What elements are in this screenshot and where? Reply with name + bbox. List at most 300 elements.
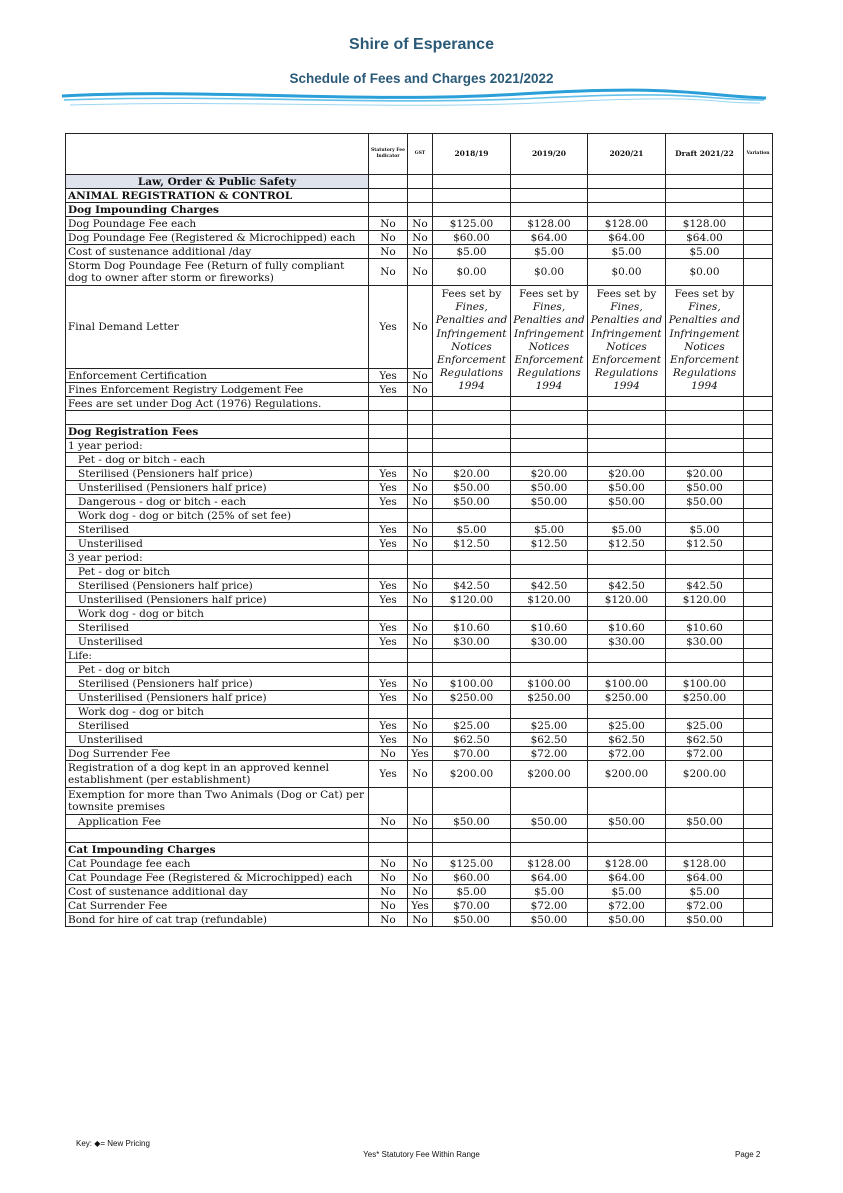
table-row — [66, 857, 773, 871]
table-cell — [744, 663, 773, 677]
table-cell: $200.00 — [511, 761, 588, 788]
table-cell — [369, 203, 408, 217]
table-cell: $128.00 — [511, 857, 588, 871]
table-cell — [588, 453, 666, 467]
table-cell: $5.00 — [511, 885, 588, 899]
table-cell: No — [408, 885, 433, 899]
table-cell: $62.50 — [433, 733, 511, 747]
table-cell — [744, 747, 773, 761]
table-cell: $62.50 — [666, 733, 744, 747]
table-cell: Yes — [369, 677, 408, 691]
table-cell: Application Fee — [66, 815, 369, 829]
table-cell: No — [408, 537, 433, 551]
table-cell: $72.00 — [511, 747, 588, 761]
table-cell: $62.50 — [511, 733, 588, 747]
table-cell — [744, 425, 773, 439]
table-cell: $10.60 — [433, 621, 511, 635]
table-cell: $50.00 — [666, 815, 744, 829]
table-cell: $5.00 — [666, 885, 744, 899]
table-cell: $50.00 — [511, 815, 588, 829]
table-cell: $5.00 — [588, 245, 666, 259]
table-cell: Enforcement Certification — [66, 369, 369, 383]
table-cell — [588, 551, 666, 565]
table-cell: Dangerous - dog or bitch - each — [66, 495, 369, 509]
fines-regulation-note: Fees set by Fines, Penalties and Infringement Notices Enforcement Regulations 1994 — [666, 286, 744, 397]
table-cell: Life: — [66, 649, 369, 663]
table-cell — [433, 551, 511, 565]
table-cell: No — [369, 747, 408, 761]
table-cell: $50.00 — [666, 481, 744, 495]
table-cell — [744, 411, 773, 425]
table-cell — [408, 551, 433, 565]
table-cell — [369, 565, 408, 579]
table-cell — [744, 467, 773, 481]
table-cell: $0.00 — [588, 259, 666, 286]
table-cell: No — [408, 481, 433, 495]
table-row — [66, 565, 773, 579]
table-cell: No — [408, 369, 433, 383]
table-cell: No — [369, 259, 408, 286]
table-cell — [408, 397, 433, 411]
table-cell — [588, 649, 666, 663]
table-cell: $128.00 — [666, 857, 744, 871]
table-cell: $12.50 — [666, 537, 744, 551]
table-cell — [408, 203, 433, 217]
fines-regulation-note: Fees set by Fines, Penalties and Infringement Notices Enforcement Regulations 1994 — [588, 286, 666, 397]
table-cell: No — [408, 579, 433, 593]
table-cell: No — [408, 857, 433, 871]
table-cell: $30.00 — [433, 635, 511, 649]
table-cell — [408, 663, 433, 677]
table-cell: Yes — [369, 579, 408, 593]
table-cell: $60.00 — [433, 231, 511, 245]
table-cell: No — [408, 383, 433, 397]
table-cell: Bond for hire of cat trap (refundable) — [66, 913, 369, 927]
header-2018-19: 2018/19 — [433, 134, 511, 175]
table-cell — [369, 788, 408, 815]
table-row — [66, 286, 773, 369]
header-gst: GST — [408, 134, 433, 175]
table-cell: Registration of a dog kept in an approved kennel establishment (per establishment) — [66, 761, 369, 788]
table-cell — [588, 663, 666, 677]
table-cell: $42.50 — [433, 579, 511, 593]
table-cell — [744, 857, 773, 871]
table-cell — [744, 621, 773, 635]
table-cell — [744, 691, 773, 705]
table-cell — [369, 663, 408, 677]
table-cell: Yes — [369, 467, 408, 481]
table-row — [66, 885, 773, 899]
table-cell: $25.00 — [511, 719, 588, 733]
table-cell: Yes — [369, 621, 408, 635]
table-cell — [408, 509, 433, 523]
table-cell — [511, 705, 588, 719]
table-cell: Dog Poundage Fee (Registered & Microchipped) each — [66, 231, 369, 245]
subheading-row — [66, 203, 773, 217]
table-cell: $50.00 — [588, 481, 666, 495]
table-cell — [408, 705, 433, 719]
table-cell: $50.00 — [666, 495, 744, 509]
table-cell: No — [369, 217, 408, 231]
table-cell: Unsterilised (Pensioners half price) — [66, 593, 369, 607]
table-cell — [369, 829, 408, 843]
table-cell — [433, 397, 511, 411]
table-cell: No — [408, 913, 433, 927]
table-cell — [511, 843, 588, 857]
table-cell — [369, 411, 408, 425]
spacer-row — [66, 829, 773, 843]
table-cell: No — [408, 231, 433, 245]
table-cell: No — [408, 871, 433, 885]
table-cell: No — [408, 815, 433, 829]
table-cell: No — [369, 899, 408, 913]
table-cell — [588, 203, 666, 217]
table-row — [66, 537, 773, 551]
table-cell: $100.00 — [588, 677, 666, 691]
table-cell — [744, 677, 773, 691]
table-cell — [408, 175, 433, 189]
table-header-row — [66, 134, 773, 175]
table-cell: Yes — [369, 691, 408, 705]
table-cell — [408, 843, 433, 857]
table-cell: $250.00 — [588, 691, 666, 705]
table-cell — [369, 175, 408, 189]
table-cell: Sterilised — [66, 523, 369, 537]
page-number: Page 2 — [735, 1150, 761, 1159]
table-cell: $128.00 — [511, 217, 588, 231]
table-cell — [511, 425, 588, 439]
table-cell — [588, 425, 666, 439]
table-row — [66, 509, 773, 523]
group-title-row — [66, 189, 773, 203]
table-cell: $120.00 — [666, 593, 744, 607]
table-row — [66, 607, 773, 621]
table-cell — [744, 523, 773, 537]
table-cell: Pet - dog or bitch — [66, 663, 369, 677]
table-cell — [744, 761, 773, 788]
table-cell — [744, 815, 773, 829]
table-cell: No — [408, 691, 433, 705]
table-cell: $5.00 — [666, 523, 744, 537]
table-cell: No — [408, 593, 433, 607]
table-cell — [744, 593, 773, 607]
act-note: Fees are set under Dog Act (1976) Regulations. — [66, 397, 369, 411]
table-cell: $120.00 — [433, 593, 511, 607]
table-cell: Sterilised (Pensioners half price) — [66, 677, 369, 691]
table-cell: Work dog - dog or bitch — [66, 607, 369, 621]
table-row — [66, 439, 773, 453]
table-cell — [408, 411, 433, 425]
table-row — [66, 481, 773, 495]
table-cell: Dog Poundage Fee each — [66, 217, 369, 231]
table-cell: $42.50 — [511, 579, 588, 593]
table-cell — [744, 635, 773, 649]
table-cell: $10.60 — [511, 621, 588, 635]
table-cell — [511, 565, 588, 579]
table-cell — [588, 439, 666, 453]
table-cell: 1 year period: — [66, 439, 369, 453]
table-cell — [433, 411, 511, 425]
table-row — [66, 747, 773, 761]
subheading: Dog Impounding Charges — [66, 203, 369, 217]
table-cell — [744, 579, 773, 593]
table-row — [66, 691, 773, 705]
table-cell — [666, 175, 744, 189]
table-cell: $128.00 — [666, 217, 744, 231]
table-cell — [408, 453, 433, 467]
table-cell: $5.00 — [588, 523, 666, 537]
table-cell: No — [408, 467, 433, 481]
table-cell: $64.00 — [666, 231, 744, 245]
table-cell: $50.00 — [511, 495, 588, 509]
table-cell: $100.00 — [666, 677, 744, 691]
table-cell — [511, 607, 588, 621]
table-cell: $200.00 — [666, 761, 744, 788]
table-cell — [433, 705, 511, 719]
header-2020-21: 2020/21 — [588, 134, 666, 175]
table-cell: $120.00 — [588, 593, 666, 607]
table-cell — [744, 259, 773, 286]
table-cell: $5.00 — [511, 523, 588, 537]
table-cell: $5.00 — [433, 885, 511, 899]
table-cell — [744, 231, 773, 245]
table-cell: Yes — [408, 747, 433, 761]
table-cell: No — [408, 217, 433, 231]
table-cell — [369, 453, 408, 467]
table-cell — [744, 843, 773, 857]
table-cell — [744, 899, 773, 913]
table-cell: Cat Poundage Fee (Registered & Microchipped) each — [66, 871, 369, 885]
table-cell: Yes — [369, 286, 408, 369]
table-cell — [369, 425, 408, 439]
table-cell: $250.00 — [666, 691, 744, 705]
table-cell: Yes — [369, 369, 408, 383]
table-cell: $12.50 — [588, 537, 666, 551]
table-cell — [744, 286, 773, 397]
table-row — [66, 495, 773, 509]
table-cell — [744, 913, 773, 927]
table-cell: $50.00 — [511, 913, 588, 927]
table-row — [66, 551, 773, 565]
table-row — [66, 815, 773, 829]
table-cell: No — [408, 523, 433, 537]
table-cell: Exemption for more than Two Animals (Dog or Cat) per townsite premises — [66, 788, 369, 815]
table-cell — [588, 509, 666, 523]
table-cell — [433, 788, 511, 815]
table-cell — [588, 411, 666, 425]
footer-statutory-note: Yes* Statutory Fee Within Range — [363, 1150, 480, 1159]
table-cell: Unsterilised — [66, 733, 369, 747]
subheading-row — [66, 843, 773, 857]
table-cell: Pet - dog or bitch — [66, 565, 369, 579]
table-cell: $125.00 — [433, 857, 511, 871]
table-cell: Yes — [369, 635, 408, 649]
table-cell — [408, 565, 433, 579]
table-cell: No — [369, 857, 408, 871]
table-cell: $12.50 — [511, 537, 588, 551]
table-cell: $10.60 — [588, 621, 666, 635]
table-cell: $50.00 — [433, 495, 511, 509]
table-cell — [588, 705, 666, 719]
table-cell — [511, 509, 588, 523]
table-cell — [408, 829, 433, 843]
footer-key: Key: ◆= New Pricing — [76, 1139, 150, 1148]
table-cell: $200.00 — [433, 761, 511, 788]
table-cell: $20.00 — [666, 467, 744, 481]
table-cell — [744, 175, 773, 189]
fines-regulation-note: Fees set by Fines, Penalties and Infringement Notices Enforcement Regulations 1994 — [511, 286, 588, 397]
table-cell: No — [369, 871, 408, 885]
table-cell — [744, 871, 773, 885]
table-cell — [666, 397, 744, 411]
table-cell — [744, 719, 773, 733]
table-row — [66, 593, 773, 607]
table-cell — [588, 175, 666, 189]
table-cell: $200.00 — [588, 761, 666, 788]
table-cell — [408, 425, 433, 439]
table-cell — [433, 203, 511, 217]
table-cell — [433, 663, 511, 677]
table-cell: $42.50 — [588, 579, 666, 593]
table-cell — [408, 189, 433, 203]
table-cell — [369, 439, 408, 453]
table-cell: Sterilised (Pensioners half price) — [66, 579, 369, 593]
table-cell — [511, 189, 588, 203]
table-cell: Sterilised — [66, 621, 369, 635]
table-cell: No — [408, 245, 433, 259]
table-cell: $64.00 — [588, 871, 666, 885]
table-cell — [511, 439, 588, 453]
table-cell — [511, 788, 588, 815]
table-cell: $50.00 — [433, 815, 511, 829]
table-cell — [433, 829, 511, 843]
table-cell — [511, 453, 588, 467]
table-row — [66, 397, 773, 411]
table-cell — [369, 397, 408, 411]
table-row — [66, 705, 773, 719]
table-cell — [433, 425, 511, 439]
table-cell — [511, 829, 588, 843]
table-row — [66, 621, 773, 635]
table-cell — [666, 551, 744, 565]
table-cell — [744, 565, 773, 579]
table-cell — [666, 425, 744, 439]
table-cell — [744, 649, 773, 663]
table-cell — [433, 509, 511, 523]
table-cell: $42.50 — [666, 579, 744, 593]
table-cell: Dog Surrender Fee — [66, 747, 369, 761]
table-cell: $5.00 — [433, 245, 511, 259]
table-cell — [666, 705, 744, 719]
table-cell: Fines Enforcement Registry Lodgement Fee — [66, 383, 369, 397]
subheading: Cat Impounding Charges — [66, 843, 369, 857]
fines-regulation-note: Fees set by Fines, Penalties and Infringement Notices Enforcement Regulations 1994 — [433, 286, 511, 397]
table-cell: Unsterilised (Pensioners half price) — [66, 691, 369, 705]
table-cell — [588, 565, 666, 579]
table-cell — [433, 453, 511, 467]
table-cell — [666, 607, 744, 621]
table-cell: $100.00 — [511, 677, 588, 691]
table-cell — [511, 203, 588, 217]
table-cell — [408, 649, 433, 663]
table-cell — [588, 843, 666, 857]
table-cell: Yes — [369, 593, 408, 607]
table-cell: $64.00 — [666, 871, 744, 885]
table-row — [66, 579, 773, 593]
table-cell: No — [369, 231, 408, 245]
table-row — [66, 719, 773, 733]
table-cell: No — [408, 761, 433, 788]
table-cell — [511, 551, 588, 565]
table-row — [66, 245, 773, 259]
table-cell — [666, 788, 744, 815]
table-cell — [408, 439, 433, 453]
table-cell — [666, 189, 744, 203]
table-cell: $100.00 — [433, 677, 511, 691]
table-cell: $20.00 — [433, 467, 511, 481]
table-row — [66, 871, 773, 885]
header-statutory: Statutory Fee Indicator — [369, 134, 408, 175]
table-cell: $72.00 — [511, 899, 588, 913]
table-cell: $72.00 — [588, 747, 666, 761]
table-cell — [433, 607, 511, 621]
table-cell: Yes — [369, 719, 408, 733]
table-cell — [588, 397, 666, 411]
page-title: Shire of Esperance — [349, 36, 494, 53]
table-cell — [666, 829, 744, 843]
table-cell: No — [408, 677, 433, 691]
page-subtitle: Schedule of Fees and Charges 2021/2022 — [289, 71, 554, 86]
table-cell — [744, 217, 773, 231]
table-cell: $128.00 — [588, 857, 666, 871]
table-row — [66, 899, 773, 913]
table-cell — [433, 439, 511, 453]
table-cell — [744, 189, 773, 203]
table-cell: Storm Dog Poundage Fee (Return of fully compliant dog to owner after storm or fireworks) — [66, 259, 369, 286]
table-cell: $120.00 — [511, 593, 588, 607]
header-variation: Variation — [744, 134, 773, 175]
table-cell: $5.00 — [433, 523, 511, 537]
table-cell — [744, 439, 773, 453]
table-cell: $60.00 — [433, 871, 511, 885]
table-cell — [511, 649, 588, 663]
fees-table — [65, 133, 773, 927]
table-cell: Cat Surrender Fee — [66, 899, 369, 913]
table-row — [66, 523, 773, 537]
table-cell: $50.00 — [433, 913, 511, 927]
table-cell — [666, 663, 744, 677]
table-cell: $72.00 — [666, 899, 744, 913]
table-cell: $64.00 — [588, 231, 666, 245]
table-cell — [408, 607, 433, 621]
table-cell — [511, 663, 588, 677]
header-swoosh-decoration — [60, 86, 770, 112]
table-cell: $0.00 — [433, 259, 511, 286]
table-cell: $64.00 — [511, 231, 588, 245]
table-cell: Yes — [369, 733, 408, 747]
table-cell: $5.00 — [511, 245, 588, 259]
table-cell — [666, 203, 744, 217]
table-cell — [744, 397, 773, 411]
table-cell: $250.00 — [511, 691, 588, 705]
table-cell: $70.00 — [433, 747, 511, 761]
table-cell: Pet - dog or bitch - each — [66, 453, 369, 467]
table-cell: $25.00 — [433, 719, 511, 733]
table-cell — [433, 189, 511, 203]
table-cell: $30.00 — [666, 635, 744, 649]
table-cell: $128.00 — [588, 217, 666, 231]
table-cell: Yes — [369, 383, 408, 397]
